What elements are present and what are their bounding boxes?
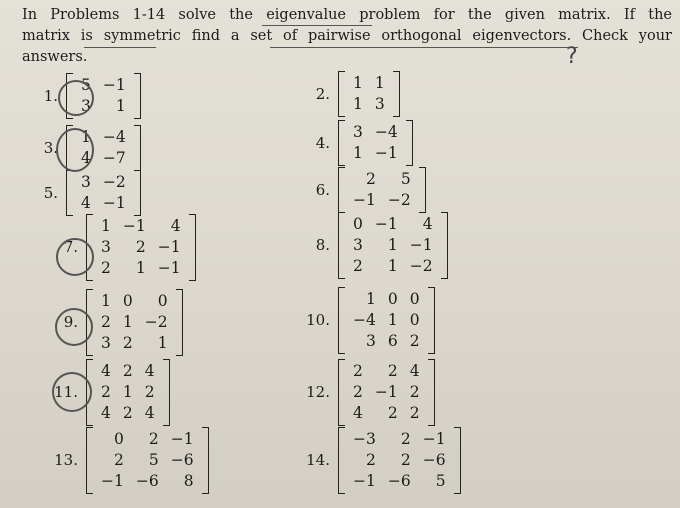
problem-9 — [38, 292, 183, 352]
matrix-entry: −1 — [157, 258, 181, 277]
matrix-entry: 1 — [122, 382, 133, 401]
problem-number: 1. — [43, 87, 58, 105]
matrix-entry: 1 — [101, 291, 111, 310]
matrix-entry: 4 — [101, 361, 111, 380]
matrix-entry: 5 — [435, 471, 446, 490]
matrix-entry: 2 — [101, 312, 111, 331]
problem-13 — [38, 430, 209, 490]
matrix-entry: 1 — [365, 289, 376, 308]
matrix-entry: −6 — [387, 471, 411, 490]
matrix-entry: 1 — [101, 216, 111, 235]
handwritten-underline-symmetric — [84, 47, 156, 48]
matrix — [86, 289, 183, 356]
problem-1 — [18, 66, 141, 126]
handwritten-question-mark: ? — [566, 44, 578, 69]
problem-12 — [290, 362, 435, 422]
matrix-entry: 1 — [353, 95, 363, 113]
matrix-entry: −6 — [422, 450, 446, 469]
problem-number: 5. — [43, 184, 58, 202]
matrix-entry: 2 — [409, 382, 420, 401]
matrix-entry: 3 — [81, 97, 91, 115]
matrix-entry: −1 — [102, 76, 126, 94]
matrix — [338, 212, 448, 279]
matrix-entry: −1 — [157, 237, 181, 256]
matrix-entry: 4 — [170, 216, 181, 235]
instructions-line-2: matrix is symmetric find a set of pairwise orthogonal eigenvectors. Check your — [22, 28, 672, 44]
matrix-entry: 1 — [353, 74, 363, 92]
matrix-entry: 1 — [353, 144, 363, 162]
matrix-entry: −1 — [122, 216, 146, 235]
matrix — [338, 359, 435, 426]
matrix-entry: 4 — [101, 403, 111, 422]
matrix-entry: 0 — [387, 289, 398, 308]
matrix-entry: 5 — [148, 450, 159, 469]
matrix-entry: −2 — [409, 256, 433, 275]
matrix-entry: 1 — [157, 333, 168, 352]
problem-number: 13. — [54, 451, 78, 469]
matrix — [86, 427, 209, 494]
matrix-entry: 2 — [101, 258, 111, 277]
matrix-entry: 4 — [409, 361, 420, 380]
instructions-line-3: answers. — [22, 49, 88, 65]
problem-number: 6. — [315, 181, 330, 199]
matrix-entry: 2 — [353, 256, 363, 275]
matrix-entry: −6 — [135, 471, 159, 490]
problem-7 — [38, 217, 196, 277]
problem-8 — [290, 215, 448, 275]
matrix-entry: 5 — [400, 170, 411, 188]
matrix-entry: 2 — [101, 382, 111, 401]
matrix-entry: 2 — [353, 382, 363, 401]
matrix-entry: 0 — [157, 291, 168, 310]
matrix-entry: −1 — [409, 235, 433, 254]
matrix-entry: −4 — [374, 123, 398, 141]
matrix-entry: −1 — [101, 471, 124, 490]
matrix-entry: 0 — [409, 289, 420, 308]
matrix — [66, 170, 141, 216]
matrix-entry: −2 — [144, 312, 168, 331]
instructions-line-1: In Problems 1-14 solve the eigenvalue problem for the given matrix. If the — [22, 7, 672, 23]
matrix-entry: −3 — [353, 429, 376, 448]
matrix-entry: 2 — [122, 403, 133, 422]
problem-11 — [38, 362, 170, 422]
problem-14 — [290, 430, 461, 490]
matrix-entry: −1 — [374, 382, 398, 401]
matrix-entry: 3 — [353, 123, 363, 141]
handwritten-underline-eigenvectors — [270, 47, 578, 48]
problem-number: 7. — [63, 238, 78, 256]
matrix-entry: 3 — [353, 235, 363, 254]
matrix-entry: −4 — [353, 310, 376, 329]
matrix — [338, 167, 426, 213]
matrix-entry: 1 — [115, 97, 126, 115]
matrix — [86, 214, 196, 281]
matrix-entry: −1 — [353, 471, 376, 490]
matrix-entry: 2 — [400, 429, 411, 448]
matrix-entry: −1 — [374, 214, 398, 233]
matrix-entry: 4 — [81, 149, 91, 167]
matrix — [338, 71, 400, 117]
matrix-entry: 2 — [365, 170, 376, 188]
matrix-entry: 1 — [387, 256, 398, 275]
matrix-entry: 0 — [409, 310, 420, 329]
matrix-entry: 0 — [353, 214, 363, 233]
matrix-entry: 3 — [101, 333, 111, 352]
problem-number: 8. — [315, 236, 330, 254]
matrix-entry: −7 — [102, 149, 126, 167]
matrix-entry: 0 — [122, 291, 133, 310]
matrix-entry: 4 — [144, 403, 155, 422]
matrix-entry: −2 — [102, 173, 126, 191]
matrix-entry: 2 — [122, 333, 133, 352]
matrix-entry: −1 — [170, 429, 194, 448]
matrix-entry: 2 — [400, 450, 411, 469]
matrix-entry: 0 — [113, 429, 124, 448]
problem-number: 14. — [306, 451, 330, 469]
matrix-entry: 2 — [353, 361, 363, 380]
matrix-entry: 2 — [113, 450, 124, 469]
matrix-entry: −1 — [422, 429, 446, 448]
matrix-entry: 1 — [81, 128, 91, 146]
matrix-entry: 1 — [374, 74, 385, 92]
matrix-entry: −4 — [102, 128, 126, 146]
matrix-entry: 8 — [183, 471, 194, 490]
problem-10 — [290, 290, 435, 350]
matrix-entry: 3 — [365, 331, 376, 350]
matrix-entry: 2 — [387, 403, 398, 422]
matrix-entry: 3 — [374, 95, 385, 113]
matrix-entry: 5 — [81, 76, 91, 94]
problem-number: 11. — [54, 383, 78, 401]
matrix-entry: −1 — [102, 194, 126, 212]
problem-number: 12. — [306, 383, 330, 401]
matrix-entry: −2 — [387, 191, 411, 209]
matrix-entry: 2 — [365, 450, 376, 469]
matrix-entry: 3 — [101, 237, 111, 256]
matrix-entry: 2 — [387, 361, 398, 380]
matrix-entry: 4 — [144, 361, 155, 380]
matrix-entry: 1 — [122, 312, 133, 331]
matrix-entry: 2 — [409, 331, 420, 350]
handwritten-underline-eigenvalue — [262, 25, 372, 26]
matrix-entry: 4 — [81, 194, 91, 212]
problem-number: 4. — [315, 134, 330, 152]
problem-number: 9. — [63, 313, 78, 331]
matrix-entry: 4 — [422, 214, 433, 233]
matrix-entry: 1 — [387, 310, 398, 329]
matrix-entry: 1 — [387, 235, 398, 254]
problem-number: 2. — [315, 85, 330, 103]
matrix-entry: 2 — [409, 403, 420, 422]
matrix-entry: 4 — [353, 403, 363, 422]
matrix-entry: 2 — [148, 429, 159, 448]
matrix — [338, 287, 435, 354]
matrix — [338, 427, 461, 494]
matrix-entry: 1 — [135, 258, 146, 277]
matrix — [86, 359, 170, 426]
matrix-entry: 2 — [122, 361, 133, 380]
matrix-entry: 2 — [135, 237, 146, 256]
matrix-entry: 3 — [81, 173, 91, 191]
matrix-entry: −1 — [374, 144, 398, 162]
problem-number: 10. — [306, 311, 330, 329]
matrix-entry: −1 — [353, 191, 376, 209]
matrix-entry: 6 — [387, 331, 398, 350]
matrix-entry: −6 — [170, 450, 194, 469]
matrix-entry: 2 — [144, 382, 155, 401]
matrix — [66, 73, 141, 119]
problem-number: 3. — [43, 139, 58, 157]
